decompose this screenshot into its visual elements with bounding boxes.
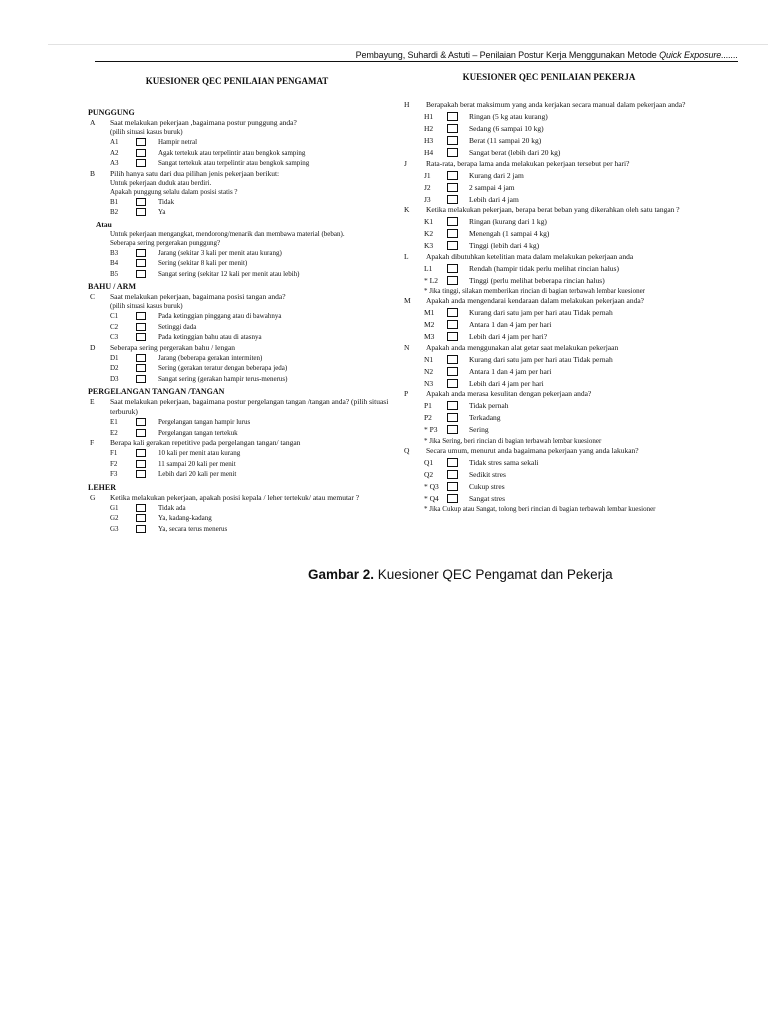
checkbox[interactable] bbox=[447, 195, 458, 204]
checkbox[interactable] bbox=[447, 401, 458, 410]
question-note: (pilih situasi kasus buruk) bbox=[110, 302, 183, 310]
checkbox[interactable] bbox=[136, 504, 146, 512]
option-code: N2 bbox=[424, 366, 434, 376]
option-l1[interactable] bbox=[404, 262, 704, 274]
question-letter: N bbox=[404, 342, 410, 352]
question-d bbox=[88, 343, 396, 353]
option-b3[interactable] bbox=[88, 248, 396, 259]
checkbox[interactable] bbox=[136, 312, 146, 320]
question-text: Apakah dibutuhkan ketelitian mata dalam melakukan pekerjaan anda bbox=[426, 251, 634, 261]
option-code: H4 bbox=[424, 148, 434, 157]
checkbox[interactable] bbox=[136, 354, 146, 362]
option-code: C2 bbox=[110, 322, 119, 331]
option-label: Antara 1 dan 4 jam per hari bbox=[469, 366, 552, 376]
option-c2[interactable] bbox=[88, 322, 396, 333]
option-code: D1 bbox=[110, 353, 119, 362]
running-header-method: Quick Exposure....... bbox=[659, 50, 738, 60]
option-label: Tidak bbox=[158, 197, 175, 206]
checkbox[interactable] bbox=[136, 333, 146, 341]
option-b5[interactable] bbox=[88, 269, 396, 280]
option-d3[interactable] bbox=[88, 374, 396, 385]
question-j bbox=[404, 159, 704, 170]
option-code: Q2 bbox=[424, 469, 434, 479]
figure-label: Gambar 2. bbox=[308, 567, 375, 582]
option-j1[interactable] bbox=[404, 169, 704, 181]
checkbox[interactable] bbox=[136, 375, 146, 383]
option-label: 11 sampai 20 kali per menit bbox=[158, 459, 236, 468]
question-text: Apakah anda merasa kesulitan dengan pekerjaan anda? bbox=[426, 389, 592, 398]
option-code: Q1 bbox=[424, 457, 434, 467]
question-letter: G bbox=[90, 492, 96, 502]
option-code: M3 bbox=[424, 332, 435, 341]
question-letter: A bbox=[90, 118, 96, 127]
option-label: Pergelangan tangan hampir lurus bbox=[158, 418, 251, 427]
atau-label: Atau bbox=[96, 219, 112, 229]
option-code: H2 bbox=[424, 124, 434, 133]
checkbox[interactable] bbox=[136, 460, 146, 468]
option-code: C1 bbox=[110, 312, 119, 321]
option-label: Sering (sekitar 8 kali per menit) bbox=[158, 259, 248, 268]
option-k1[interactable] bbox=[404, 216, 704, 228]
option-p2[interactable] bbox=[404, 412, 704, 424]
option-p1[interactable] bbox=[404, 400, 704, 412]
option-m2[interactable] bbox=[404, 319, 704, 331]
checkbox[interactable] bbox=[136, 323, 146, 331]
option-label: Sering (gerakan teratur dengan beberapa jeda) bbox=[158, 364, 288, 373]
option-label: Lebih dari 4 jam per hari bbox=[469, 378, 544, 388]
option-label: Sangat tertekuk atau terpelintir atau bengkok samping bbox=[158, 159, 310, 168]
option-code: H1 bbox=[424, 112, 434, 121]
option-code: E2 bbox=[110, 428, 118, 437]
option-label: Cukup stres bbox=[469, 481, 505, 491]
option-code: A3 bbox=[110, 159, 119, 168]
option-code: K1 bbox=[424, 217, 434, 226]
question-text: Berapa kali gerakan repetitive pada pergelangan tangan/ tangan bbox=[110, 438, 301, 447]
checkbox[interactable] bbox=[447, 425, 458, 434]
checkbox[interactable] bbox=[136, 514, 146, 522]
question-f bbox=[88, 438, 396, 448]
option-d2[interactable] bbox=[88, 363, 396, 374]
question-line: Seberapa sering pergerakan punggung? bbox=[110, 238, 221, 247]
option-code: C3 bbox=[110, 333, 119, 342]
checkbox[interactable] bbox=[447, 308, 458, 317]
checkbox[interactable] bbox=[447, 379, 458, 388]
option-code: B1 bbox=[110, 197, 119, 206]
page-top-rule bbox=[48, 44, 768, 45]
option-label: Tinggi (perlu melihat beberapa rincian halus) bbox=[469, 275, 605, 285]
question-m bbox=[404, 296, 704, 307]
option-a3[interactable] bbox=[88, 158, 396, 169]
option-q2[interactable] bbox=[404, 468, 704, 480]
option-code: D2 bbox=[110, 364, 119, 373]
question-text: Pilih hanya satu dari dua pilihan jenis pekerjaan berikut: bbox=[110, 168, 280, 178]
checkbox[interactable] bbox=[447, 320, 458, 329]
option-e1[interactable] bbox=[88, 417, 396, 428]
question-text: Saat melakukan pekerjaan ,bagaimana postur punggung anda? bbox=[110, 118, 297, 127]
checkbox[interactable] bbox=[447, 470, 458, 479]
checkbox[interactable] bbox=[447, 183, 458, 192]
running-header bbox=[356, 50, 738, 60]
checkbox[interactable] bbox=[136, 159, 146, 167]
option-label: Kurang dari satu jam per hari atau Tidak pernah bbox=[469, 354, 613, 364]
question-n bbox=[404, 343, 704, 354]
option-label: Sangat berat (lebih dari 20 kg) bbox=[469, 148, 561, 157]
question-text: Secara umum, menurut anda bagaimana pekerjaan yang anda lakukan? bbox=[426, 445, 639, 455]
question-line: Untuk pekerjaan duduk atau berdiri. bbox=[110, 178, 212, 187]
option-code: G3 bbox=[110, 524, 119, 533]
option-code: K2 bbox=[424, 229, 434, 238]
question-a bbox=[88, 118, 396, 128]
option-code: D3 bbox=[110, 374, 119, 383]
option-label: Sangat stres bbox=[469, 493, 506, 503]
option-label: Sedikit stres bbox=[469, 469, 506, 479]
option-code: J1 bbox=[424, 170, 431, 180]
option-label: Lebih dari 20 kali per menit bbox=[158, 470, 237, 479]
option-code: * P3 bbox=[424, 425, 438, 434]
option-label: Kurang dari satu jam per hari atau Tidak pernah bbox=[469, 308, 613, 317]
option-label: Ringan (kurang dari 1 kg) bbox=[469, 217, 547, 226]
checkbox[interactable] bbox=[447, 136, 458, 145]
question-letter: K bbox=[404, 205, 410, 214]
option-m1[interactable] bbox=[404, 307, 704, 319]
option-code: B3 bbox=[110, 248, 119, 257]
option-label: Ya, secara terus menerus bbox=[158, 524, 228, 533]
checkbox[interactable] bbox=[136, 259, 146, 267]
question-letter: E bbox=[90, 397, 95, 406]
checkbox[interactable] bbox=[447, 355, 458, 364]
option-code: G1 bbox=[110, 503, 119, 512]
option-j2[interactable] bbox=[404, 181, 704, 193]
question-g bbox=[88, 493, 396, 503]
option-n2[interactable] bbox=[404, 365, 704, 377]
option-label: Agak tertekuk atau terpelintir atau bengkok samping bbox=[158, 148, 306, 157]
section-bahu: BAHU / ARM bbox=[88, 282, 136, 291]
checkbox[interactable] bbox=[136, 270, 146, 278]
question-p bbox=[404, 389, 704, 400]
question-line: Apakah punggung selalu dalam posisi statis ? bbox=[110, 187, 238, 196]
option-b1[interactable] bbox=[88, 197, 396, 208]
option-n3[interactable] bbox=[404, 377, 704, 389]
option-label: 10 kali per menit atau kurang bbox=[158, 449, 241, 458]
question-letter: D bbox=[90, 342, 96, 352]
option-label: Tidak stres sama sekali bbox=[469, 457, 539, 467]
checkbox[interactable] bbox=[136, 249, 146, 257]
question-text: Apakah anda menggunakan alat getar saat melakukan pekerjaan bbox=[426, 342, 619, 352]
option-c1[interactable] bbox=[88, 311, 396, 322]
option-label: Berat (11 sampai 20 kg) bbox=[469, 136, 542, 145]
question-b bbox=[88, 169, 396, 179]
question-text: Ketika melakukan pekerjaan, berapa berat beban yang dikerahkan oleh satu tangan ? bbox=[426, 205, 680, 214]
question-letter: B bbox=[90, 168, 96, 178]
question-line: Untuk pekerjaan mengangkat, mendorong/menarik dan membawa material (beban). bbox=[110, 229, 345, 238]
checkbox[interactable] bbox=[136, 138, 146, 146]
option-code: G2 bbox=[110, 514, 119, 523]
option-k3[interactable] bbox=[404, 240, 704, 252]
option-g1[interactable] bbox=[88, 503, 396, 514]
option-k2[interactable] bbox=[404, 228, 704, 240]
option-code: B4 bbox=[110, 259, 119, 268]
option-label: Setinggi dada bbox=[158, 322, 197, 331]
option-h2[interactable] bbox=[404, 123, 704, 135]
option-label: Antara 1 dan 4 jam per hari bbox=[469, 320, 552, 329]
option-label: Tinggi (lebih dari 4 kg) bbox=[469, 241, 540, 250]
checkbox[interactable] bbox=[136, 470, 146, 478]
checkbox[interactable] bbox=[136, 364, 146, 372]
option-code: A1 bbox=[110, 138, 119, 147]
option-b4[interactable] bbox=[88, 258, 396, 269]
question-e bbox=[88, 397, 396, 417]
question-k bbox=[404, 205, 704, 216]
worker-title: KUESIONER QEC PENILAIAN PEKERJA bbox=[462, 72, 636, 82]
option-code: F3 bbox=[110, 470, 118, 479]
option-label: Lebih dari 4 jam bbox=[469, 194, 519, 204]
option-label: Pada ketinggian bahu atau di atasnya bbox=[158, 333, 262, 342]
checkbox[interactable] bbox=[136, 525, 146, 533]
checkbox[interactable] bbox=[136, 449, 146, 457]
option-label: Jarang (sekitar 3 kali per menit atau kurang) bbox=[158, 248, 282, 257]
checkbox[interactable] bbox=[136, 198, 146, 206]
option-label: Ya, kadang-kadang bbox=[158, 514, 212, 523]
option-l2[interactable] bbox=[404, 274, 704, 286]
observer-title: KUESIONER QEC PENILAIAN PENGAMAT bbox=[145, 76, 329, 86]
option-label: Kurang dari 2 jam bbox=[469, 170, 524, 180]
option-code: M1 bbox=[424, 308, 435, 317]
checkbox[interactable] bbox=[447, 482, 458, 491]
option-p3[interactable] bbox=[404, 424, 704, 436]
checkbox[interactable] bbox=[136, 429, 146, 437]
option-code: M2 bbox=[424, 320, 435, 329]
option-label: Sering bbox=[469, 425, 489, 434]
checkbox[interactable] bbox=[447, 229, 458, 238]
option-m3[interactable] bbox=[404, 331, 704, 343]
option-label: Menengah (1 sampai 4 kg) bbox=[469, 229, 550, 238]
question-text: Ketika melakukan pekerjaan, apakah posisi kepala / leher tertekuk/ atau memutar ? bbox=[110, 492, 360, 502]
option-code: K3 bbox=[424, 241, 434, 250]
option-label: Pergelangan tangan tertekuk bbox=[158, 428, 238, 437]
checkbox[interactable] bbox=[136, 418, 146, 426]
option-code: J2 bbox=[424, 182, 431, 192]
checkbox[interactable] bbox=[447, 217, 458, 226]
question-text: Berapakah berat maksimum yang anda kerjakan secara manual dalam pekerjaan anda? bbox=[426, 100, 686, 109]
question-letter: J bbox=[404, 158, 407, 168]
option-label: Sangat sering (sekitar 12 kali per menit atau lebih) bbox=[158, 269, 300, 278]
question-text: Apakah anda mengendarai kendaraan dalam melakukan pekerjaan anda? bbox=[426, 296, 645, 305]
option-b2[interactable] bbox=[88, 207, 396, 218]
question-footnote: * Jika tinggi, silakan memberikan rincian di bagian terbawah lembar kuesioner bbox=[424, 287, 646, 295]
question-footnote: * Jika Sering, beri rincian di bagian terbawah lembar kuesioner bbox=[424, 436, 602, 445]
question-letter: H bbox=[404, 100, 410, 109]
section-punggung: PUNGGUNG bbox=[88, 108, 135, 117]
checkbox[interactable] bbox=[447, 367, 458, 376]
running-header-text: Pembayung, Suhardi & Astuti – Penilaian Postur Kerja Menggunakan Metode bbox=[355, 50, 660, 60]
option-code: P2 bbox=[424, 413, 432, 422]
question-l bbox=[404, 252, 704, 263]
option-a2[interactable] bbox=[88, 148, 396, 159]
option-f2[interactable] bbox=[88, 459, 396, 470]
checkbox[interactable] bbox=[447, 264, 458, 273]
option-label: Terkadang bbox=[469, 413, 501, 422]
checkbox[interactable] bbox=[447, 241, 458, 250]
option-label: Sedang (6 sampai 10 kg) bbox=[469, 124, 544, 133]
question-c bbox=[88, 292, 396, 302]
question-letter: L bbox=[404, 251, 409, 261]
checkbox[interactable] bbox=[447, 171, 458, 180]
question-q bbox=[404, 446, 704, 457]
option-code: B5 bbox=[110, 269, 119, 278]
option-label: Tidak ada bbox=[158, 503, 186, 512]
option-label: Ya bbox=[158, 208, 166, 217]
checkbox[interactable] bbox=[447, 148, 458, 157]
question-letter: F bbox=[90, 438, 95, 447]
option-d1[interactable] bbox=[88, 353, 396, 364]
option-code: * Q4 bbox=[424, 493, 439, 503]
option-h1[interactable] bbox=[404, 111, 704, 123]
option-label: 2 sampai 4 jam bbox=[469, 182, 515, 192]
worker-questionnaire bbox=[404, 70, 704, 514]
option-e2[interactable] bbox=[88, 428, 396, 439]
option-label: Pada ketinggian pinggang atau di bawahnya bbox=[158, 312, 282, 321]
checkbox[interactable] bbox=[447, 458, 458, 467]
checkbox[interactable] bbox=[447, 112, 458, 121]
observer-questionnaire bbox=[88, 70, 396, 534]
option-g2[interactable] bbox=[88, 513, 396, 524]
option-label: Ringan (5 kg atau kurang) bbox=[469, 112, 548, 121]
question-h bbox=[404, 100, 704, 111]
question-letter: M bbox=[404, 296, 411, 305]
question-note: (pilih situasi kasus buruk) bbox=[110, 128, 183, 136]
question-letter: P bbox=[404, 389, 409, 398]
option-label: Sangat sering (gerakan hampir terus-menerus) bbox=[158, 374, 288, 383]
figure-caption bbox=[308, 567, 613, 582]
option-code: N3 bbox=[424, 378, 434, 388]
option-code: * L2 bbox=[424, 275, 438, 285]
question-letter: C bbox=[90, 292, 96, 301]
option-a1[interactable] bbox=[88, 137, 396, 148]
checkbox[interactable] bbox=[136, 208, 146, 216]
option-label: Lebih dari 4 jam per hari? bbox=[469, 332, 548, 341]
option-code: B2 bbox=[110, 208, 119, 217]
option-q1[interactable] bbox=[404, 456, 704, 468]
section-pergelangan: PERGELANGAN TANGAN /TANGAN bbox=[88, 387, 225, 396]
option-code: * Q3 bbox=[424, 481, 439, 491]
question-letter: Q bbox=[404, 445, 410, 455]
checkbox[interactable] bbox=[136, 149, 146, 157]
option-h4[interactable] bbox=[404, 147, 704, 159]
option-c3[interactable] bbox=[88, 332, 396, 343]
option-f3[interactable] bbox=[88, 469, 396, 480]
checkbox[interactable] bbox=[447, 276, 458, 285]
section-leher: LEHER bbox=[88, 482, 117, 492]
question-text: Saat melakukan pekerjaan, bagaimana posisi tangan anda? bbox=[110, 292, 286, 301]
option-j3[interactable] bbox=[404, 193, 704, 205]
question-text: Seberapa sering pergerakan bahu / lengan bbox=[110, 342, 236, 352]
checkbox[interactable] bbox=[447, 494, 458, 503]
option-label: Tidak pernah bbox=[469, 401, 509, 410]
figure-caption-text: Kuesioner QEC Pengamat dan Pekerja bbox=[374, 567, 613, 582]
option-q4[interactable] bbox=[404, 492, 704, 504]
option-g3[interactable] bbox=[88, 524, 396, 535]
option-label: Rendah (hampir tidak perlu melihat rincian halus) bbox=[469, 263, 619, 273]
question-footnote: * Jika Cukup atau Sangat, tolong beri rincian di bagian terbawah lembar kuesioner bbox=[424, 505, 656, 513]
option-code: H3 bbox=[424, 136, 434, 145]
option-label: Hampir netral bbox=[158, 138, 198, 147]
checkbox[interactable] bbox=[447, 413, 458, 422]
header-rule bbox=[95, 61, 738, 62]
option-code: L1 bbox=[424, 263, 433, 273]
option-code: F1 bbox=[110, 449, 118, 458]
checkbox[interactable] bbox=[447, 332, 458, 341]
option-q3[interactable] bbox=[404, 480, 704, 492]
option-code: F2 bbox=[110, 459, 118, 468]
option-label: Jarang (beberapa gerakan intermiten) bbox=[158, 353, 263, 362]
question-text: Rata-rata, berapa lama anda melakukan pekerjaan tersebut per hari? bbox=[426, 158, 630, 168]
option-n1[interactable] bbox=[404, 353, 704, 365]
option-f1[interactable] bbox=[88, 448, 396, 459]
option-h3[interactable] bbox=[404, 135, 704, 147]
option-code: E1 bbox=[110, 418, 118, 427]
checkbox[interactable] bbox=[447, 124, 458, 133]
option-code: A2 bbox=[110, 148, 119, 157]
option-code: N1 bbox=[424, 354, 434, 364]
option-code: J3 bbox=[424, 194, 431, 204]
option-code: P1 bbox=[424, 401, 432, 410]
question-text: Saat melakukan pekerjaan, bagaimana postur pergelangan tangan /tangan anda? (pilih situasi terburuk) bbox=[110, 397, 389, 416]
